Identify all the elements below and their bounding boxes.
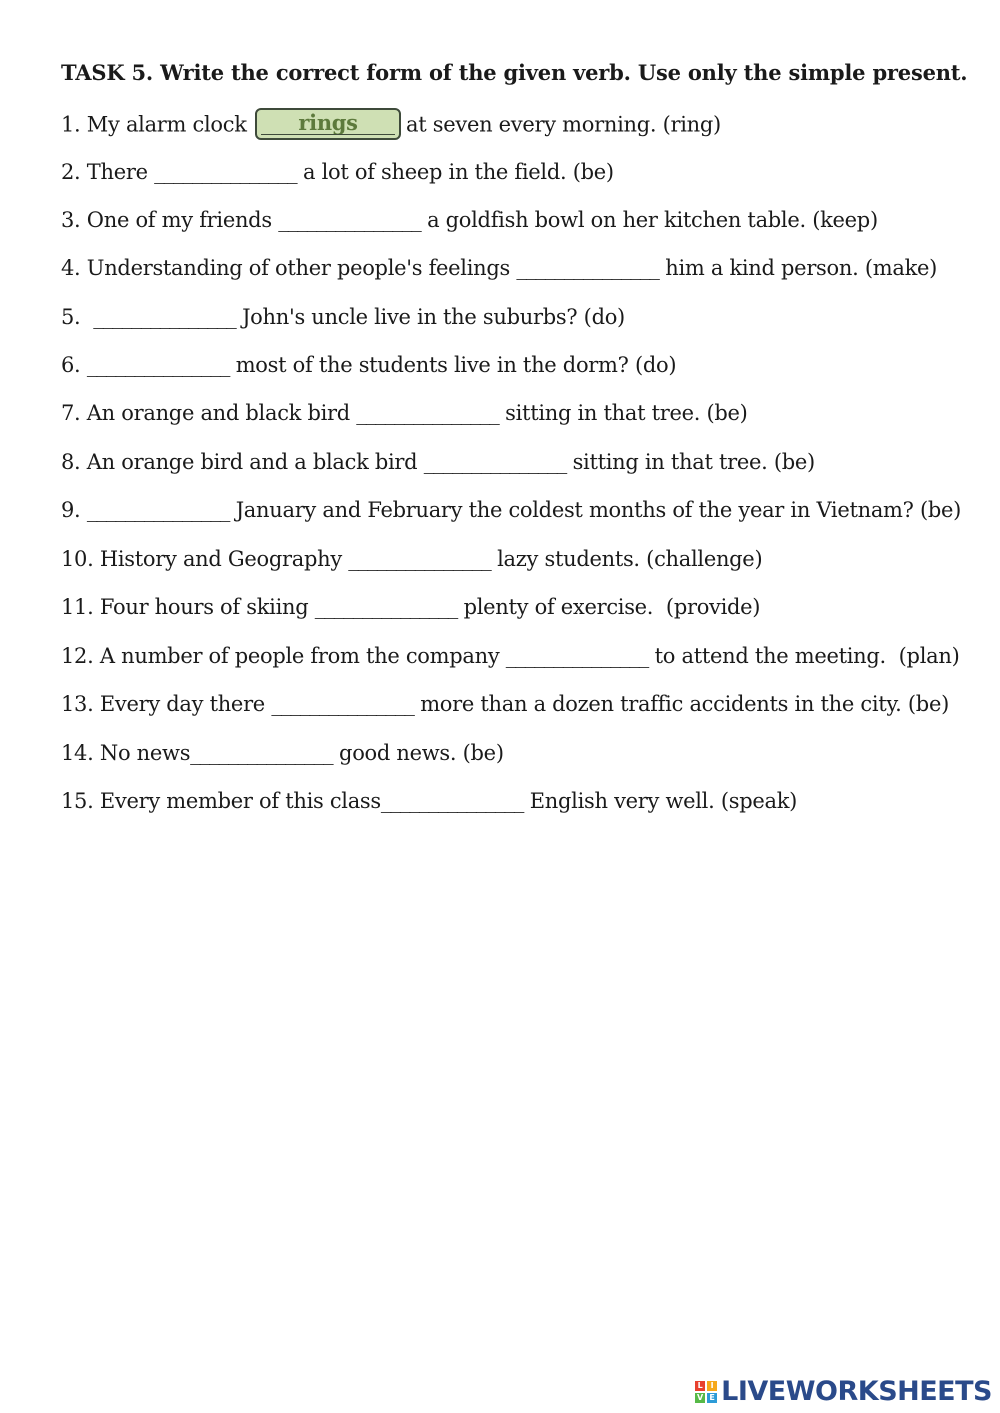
answer-blank-4[interactable]: _______________: [516, 256, 659, 280]
answer-blank-11[interactable]: _______________: [314, 595, 458, 619]
question-15: 15. Every member of this class_______________ English very well. (speak): [61, 789, 798, 813]
answer-blank-7[interactable]: _______________: [356, 401, 499, 425]
logo-letter-v: V: [697, 1392, 704, 1402]
question-7: 7. An orange and black bird _______________ sitting in that tree. (be): [61, 401, 748, 425]
question-1-text-after: at seven every morning. (ring): [406, 112, 721, 137]
answer-blank-12[interactable]: _______________: [505, 644, 649, 668]
question-14: 14. No news_______________ good news. (be): [61, 741, 504, 765]
question-3: 3. One of my friends _______________ a goldfish bowl on her kitchen table. (keep): [61, 208, 878, 232]
brand-name: LIVEWORKSHEETS: [721, 1376, 992, 1407]
answer-blank-15[interactable]: _______________: [380, 789, 524, 813]
question-11: 11. Four hours of skiing _______________ plenty of exercise. (provide): [61, 595, 761, 619]
answer-blank-8[interactable]: _______________: [423, 450, 567, 474]
question-4: 4. Understanding of other people's feelings _______________ him a kind person. (make): [61, 256, 938, 280]
question-12: 12. A number of people from the company _______________ to attend the meeting. (plan): [61, 644, 960, 668]
question-8: 8. An orange bird and a black bird _______________ sitting in that tree. (be): [61, 450, 815, 474]
question-2: 2. There _______________ a lot of sheep in the field. (be): [61, 160, 614, 184]
question-1-text-before: 1. My alarm clock: [61, 112, 247, 137]
question-5: 5. _______________ John's uncle live in the suburbs? (do): [61, 305, 625, 329]
task-title: TASK 5. Write the correct form of the given verb. Use only the simple present.: [61, 60, 968, 85]
logo-letter-i: I: [707, 1381, 717, 1391]
answer-underline: [261, 134, 395, 135]
answer-blank-6[interactable]: _______________: [86, 353, 230, 377]
answer-blank-3[interactable]: _______________: [278, 208, 421, 232]
question-9: 9. _______________ January and February the coldest months of the year in Vietnam? (be): [61, 498, 962, 522]
question-1: [61, 110, 721, 142]
answer-value-1: rings: [298, 110, 358, 135]
question-13: 13. Every day there _______________ more than a dozen traffic accidents in the city. (be): [61, 692, 949, 716]
question-10: 10. History and Geography _______________ lazy students. (challenge): [61, 547, 763, 571]
logo-letter-l: L: [695, 1381, 705, 1391]
answer-input-1[interactable]: [255, 108, 401, 140]
answer-blank-5[interactable]: _______________: [93, 305, 236, 329]
answer-blank-9[interactable]: _______________: [86, 498, 230, 522]
logo-icon: [695, 1381, 717, 1403]
answer-blank-2[interactable]: _______________: [154, 160, 297, 184]
answer-blank-10[interactable]: _______________: [348, 547, 491, 571]
answer-blank-14[interactable]: _______________: [190, 741, 333, 765]
answer-blank-13[interactable]: _______________: [271, 692, 414, 716]
question-6: 6. _______________ most of the students live in the dorm? (do): [61, 353, 677, 377]
liveworksheets-logo: [695, 1376, 992, 1407]
logo-letter-e: E: [707, 1393, 717, 1403]
